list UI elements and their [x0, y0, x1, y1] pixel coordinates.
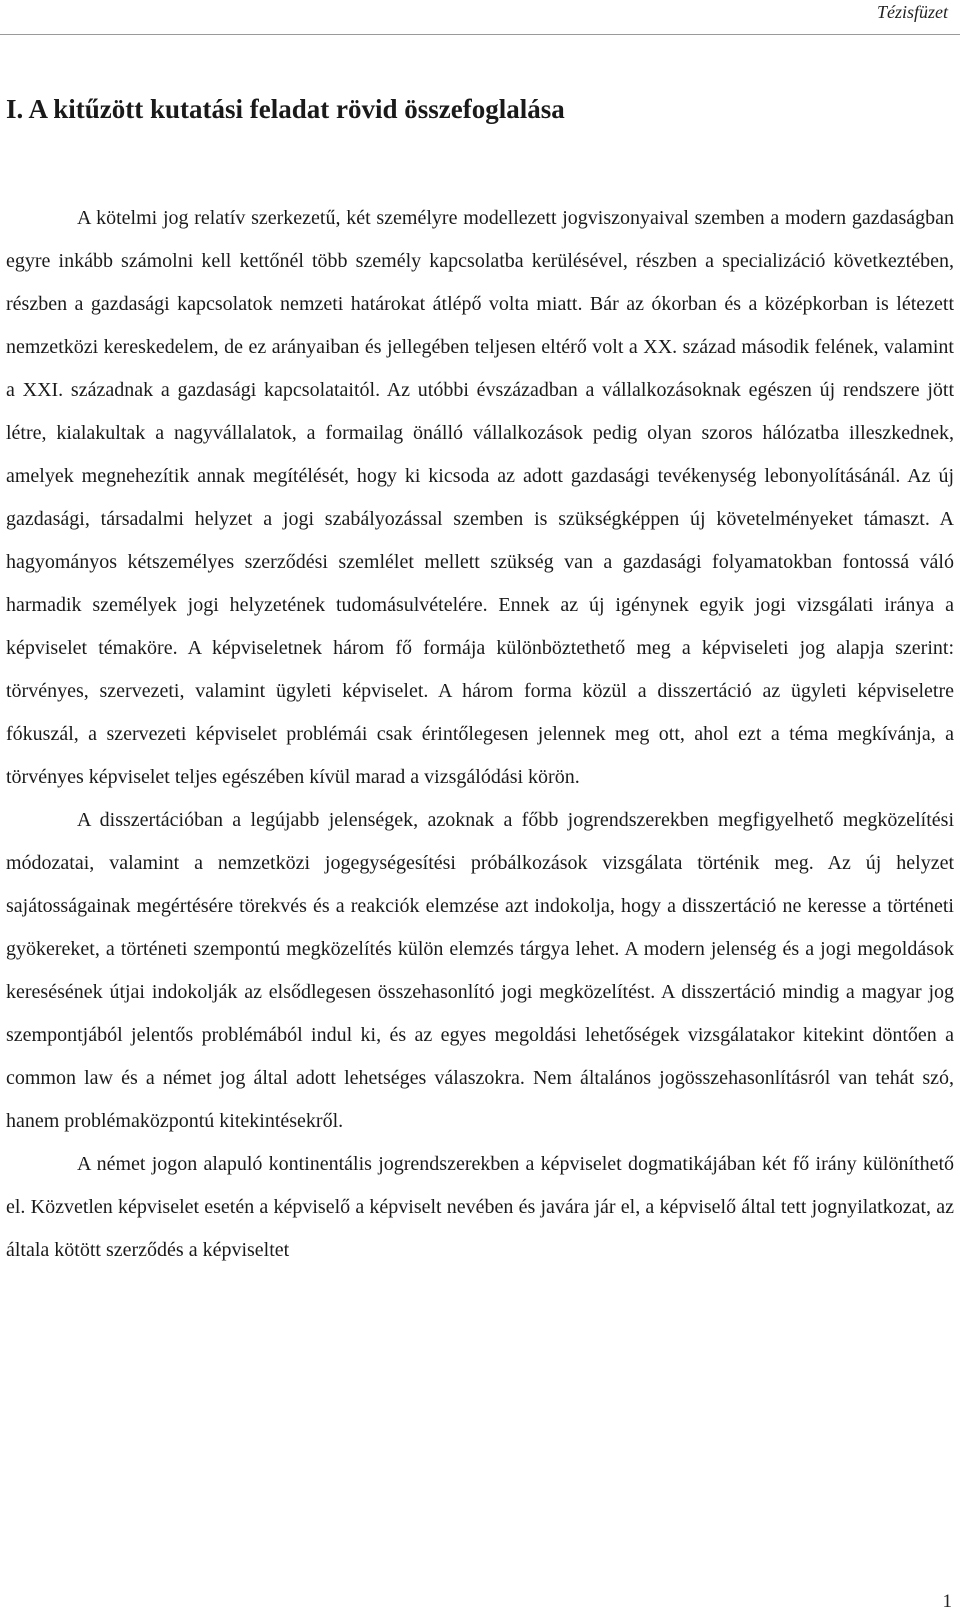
paragraph: A disszertációban a legújabb jelenségek, azoknak a főbb jogrendszerekben megfigyelhető megközelítési módozatai, valamint a nemzetközi jogegységesítési próbálkozások vizsgálata történik meg. Az új helyzet sajátosságainak megértésére törekvés és a reakciók elemzése azt indokolja, hogy a disszertáció ne keresse a történeti gyökereket, a történeti szempontú megközelítés külön elemzés tárgya lehet. A modern jelenség és a jogi megoldások keresésének útjai indokolják az elsődlegesen összehasonlító jogi megközelítést. A disszertáció mindig a magyar jog szempontjából jelentős problémából indul ki, és az egyes megoldási lehetőségek vizsgálatakor kitekint döntően a common law és a német jog által adott lehetséges válaszokra. Nem általános jogösszehasonlításról van tehát szó, hanem problémaközpontú kitekintésekről. — [6, 809, 954, 1132]
page-number: 1 — [942, 1591, 952, 1612]
paragraph: A német jogon alapuló kontinentális jogrendszerekben a képviselet dogmatikájában két fő irány különíthető el. Közvetlen képviselet esetén a képviselő a képviselt nevében és javára jár el, a képviselő által tett jognyilatkozat, az általa kötött szerződés a képviseltet — [6, 1153, 954, 1261]
paragraph: A kötelmi jog relatív szerkezetű, két személyre modellezett jogviszonyaival szemben a modern gazdaságban egyre inkább számolni kell kettőnél több személy kapcsolatba kerülésével, részben a specializáció következtében, részben a gazdasági kapcsolatok nemzeti határokat átlépő volta miatt. Bár az ókorban és a középkorban is létezett nemzetközi kereskedelem, de ez arányaiban és jellegében teljesen eltérő volt a XX. század második felének, valamint a XXI. századnak a gazdasági kapcsolataitól. Az utóbbi évszázadban a vállalkozásoknak egészen új rendszere jött létre, kialakultak a nagyvállalatok, a formailag önálló vállalkozások pedig olyan szoros hálózatba illeszkednek, amelyek megnehezítik annak megítélését, hogy ki kicsoda az adott gazdasági tevékenység lebonyolításánál. Az új gazdasági, társadalmi helyzet a jogi szabályozással szemben is szükségképpen új követelményeket támaszt. A hagyományos kétszemélyes szerződési szemlélet mellett szükség van a gazdasági folyamatokban fontossá váló harmadik személyek jogi helyzetének tudomásulvételére. Ennek az új igénynek egyik jogi vizsgálati iránya a képviselet témaköre. A képviseletnek három fő formája különböztethető meg a képviseleti jog alapja szerint: törvényes, szervezeti, valamint ügyleti képviselet. A három forma közül a disszertáció az ügyleti képviseletre fókuszál, a szervezeti képviselet problémái csak érintőlegesen jelennek meg ott, ahol ezt a téma megkívánja, a törvényes képviselet teljes egészében kívül marad a vizsgálódási körön. — [6, 207, 954, 788]
running-header: Tézisfüzet — [876, 2, 948, 22]
document-body — [6, 197, 954, 1272]
section-title: I. A kitűzött kutatási feladat rövid összefoglalása — [6, 94, 565, 124]
header-divider — [0, 34, 960, 35]
